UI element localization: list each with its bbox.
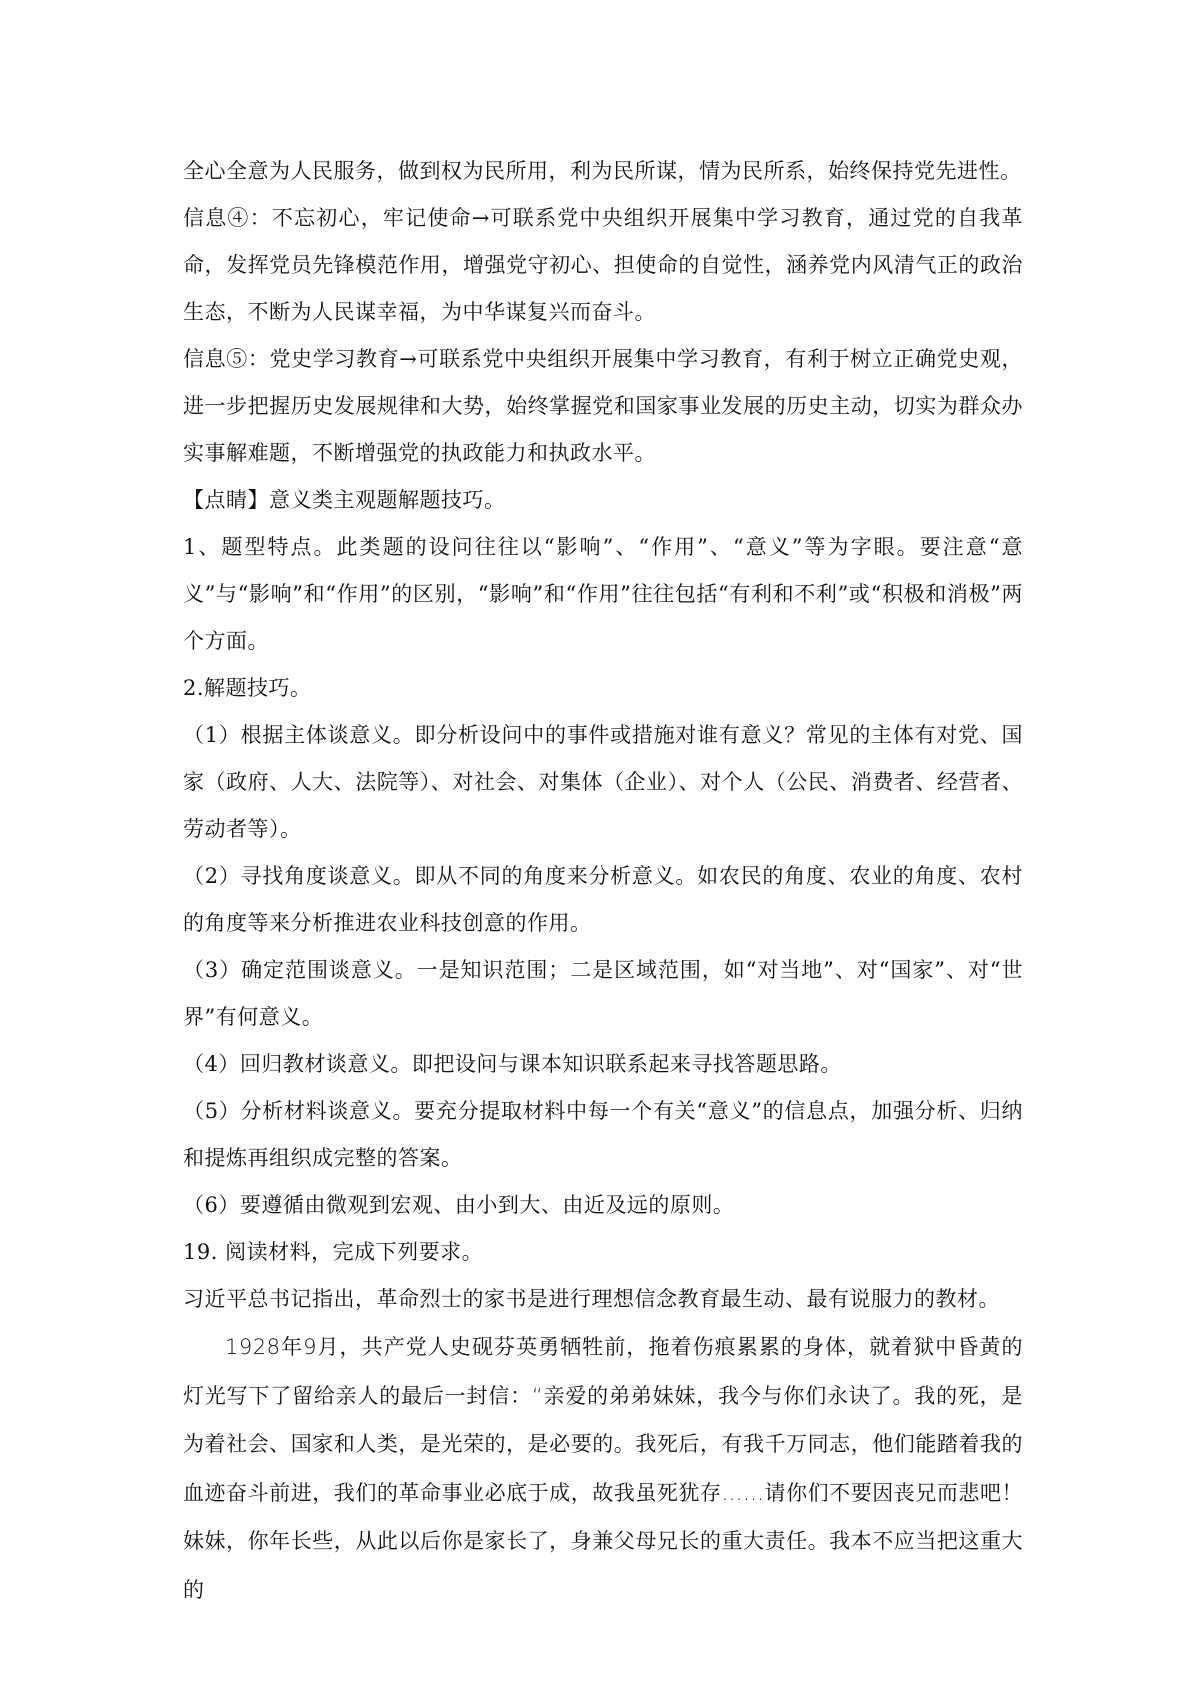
paragraph-techniques-heading: 2.解题技巧。 — [183, 676, 312, 700]
paragraph-highlight-heading: 【点睛】意义类主观题解题技巧。 — [183, 488, 506, 512]
question-19-material: 1928年9月，共产党人史砚芬英勇牺牲前，拖着伤痕累累的身体，就着狱中昏黄的灯光写下了留给亲人的最后一封信：“亲爱的弟弟妹妹，我今与你们永诀了。我的死，是为着社会、国家和人类，是光荣的，是必要的。我死后，有我千万同志，他们能踏着我的血迹奋斗前进，我们的革命事业必底于成，故我虽死犹存……请你们不要因丧兄而悲吧！妹妹，你年长些，从此以后你是家长了，身兼父母兄长的重大责任。我本不应当把这重大的 — [183, 1335, 1023, 1602]
paragraph-technique-2: （2）寻找角度谈意义。即从不同的角度来分析意义。如农民的角度、农业的角度、农村的角度等来分析推进农业科技创意的作用。 — [183, 864, 1023, 935]
question-19-intro: 习近平总书记指出，革命烈士的家书是进行理想信念教育最生动、最有说服力的教材。 — [183, 1287, 1000, 1311]
paragraph-technique-4: （4）回归教材谈意义。即把设问与课本知识联系起来寻找答题思路。 — [183, 1052, 842, 1076]
paragraph-continuation: 全心全意为人民服务，做到权为民所用，利为民所谋，情为民所系，始终保持党先进性。 — [183, 159, 1022, 183]
paragraph-technique-5: （5）分析材料谈意义。要充分提取材料中每一个有关“意义”的信息点，加强分析、归纳和提炼再组织成完整的答案。 — [183, 1099, 1023, 1170]
paragraph-technique-1: （1）根据主体谈意义。即分析设问中的事件或措施对谁有意义？常见的主体有对党、国家（政府、人大、法院等）、对社会、对集体（企业）、对个人（公民、消费者、经营者、劳动者等）。 — [183, 723, 1023, 841]
paragraph-technique-6: （6）要遵循由微观到宏观、由小到大、由近及远的原则。 — [183, 1193, 735, 1217]
paragraph-technique-3: （3）确定范围谈意义。一是知识范围；二是区域范围，如“对当地”、对“国家”、对“世界”有何意义。 — [183, 958, 1023, 1029]
question-19-heading: 19. 阅读材料，完成下列要求。 — [183, 1240, 484, 1264]
document-body — [183, 148, 1023, 1614]
paragraph-info-5: 信息⑤：党史学习教育→可联系党中央组织开展集中学习教育，有利于树立正确党史观，进一步把握历史发展规律和大势，始终掌握党和国家事业发展的历史主动，切实为群众办实事解难题，不断增强党的执政能力和执政水平。 — [183, 347, 1023, 465]
paragraph-question-features: 1、题型特点。此类题的设问往往以“影响”、“作用”、“意义”等为字眼。要注意“意义”与“影响”和“作用”的区别，“影响”和“作用”往往包括“有利和不利”或“积极和消极”两个方面。 — [183, 535, 1023, 653]
paragraph-info-4: 信息④：不忘初心，牢记使命→可联系党中央组织开展集中学习教育，通过党的自我革命，发挥党员先锋模范作用，增强党守初心、担使命的自觉性，涵养党内风清气正的政治生态，不断为人民谋幸福，为中华谋复兴而奋斗。 — [183, 206, 1023, 324]
